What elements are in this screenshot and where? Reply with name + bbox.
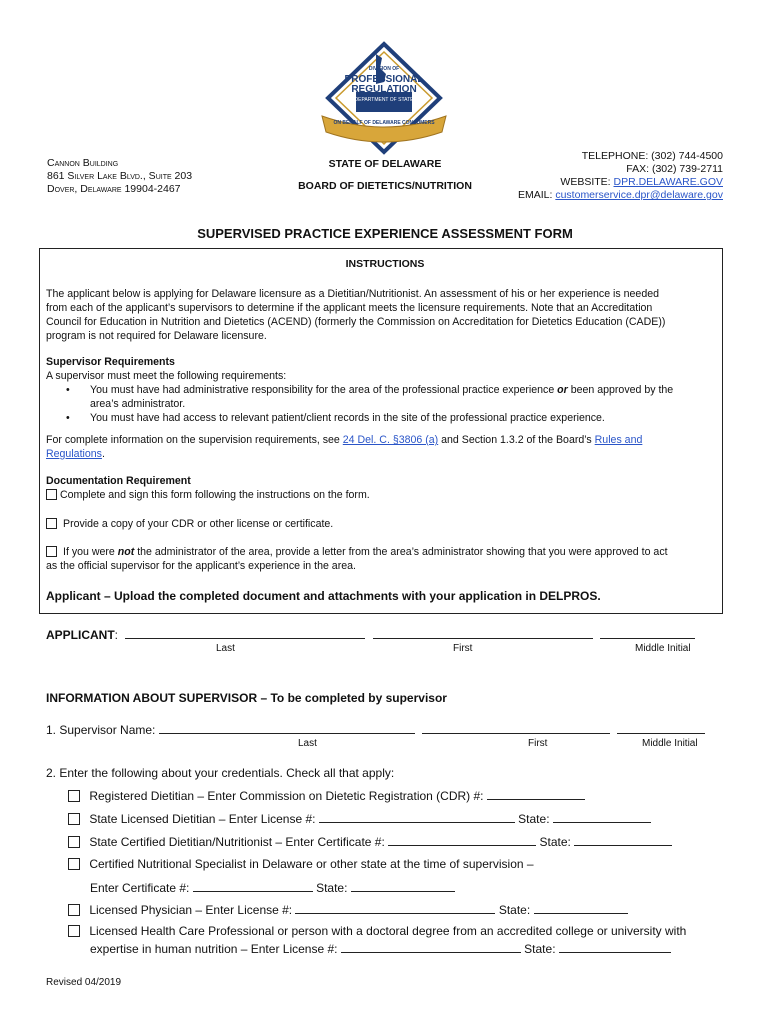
doc3-text-b: the administrator of the area, provide a letter from the area’s administrator showing that you were approved to act xyxy=(134,546,668,558)
email-label: EMAIL: xyxy=(517,189,556,201)
instructions-heading: INSTRUCTIONS xyxy=(345,258,425,270)
supervisor-middle-field[interactable] xyxy=(617,721,705,734)
cred-option-6-cont xyxy=(90,940,671,958)
cdr-number-field[interactable] xyxy=(487,787,585,800)
cred4-cert-label: Enter Certificate #: xyxy=(90,881,190,895)
supervisor-name-row xyxy=(46,721,705,739)
cred5-checkbox[interactable] xyxy=(68,904,80,916)
period: . xyxy=(101,448,105,460)
hcp-state-field[interactable] xyxy=(559,940,671,953)
address-line1: Cannon Building xyxy=(47,157,119,169)
documentation-requirement xyxy=(46,474,726,502)
logo-ribbon: ON BEHALF OF DELAWARE CONSUMERS xyxy=(333,120,435,126)
cred6-checkbox[interactable] xyxy=(68,925,80,937)
applicant-label: APPLICANT xyxy=(46,628,115,642)
supervisor-heading: INFORMATION ABOUT SUPERVISOR – To be completed by supervisor xyxy=(46,691,447,705)
law-link[interactable]: 24 Del. C. §3806 (a) xyxy=(342,434,439,446)
complete-line1 xyxy=(46,433,726,447)
cred6-text-b: expertise in human nutrition – Enter License #: xyxy=(90,942,338,956)
revised-date: Revised 04/2019 xyxy=(46,977,122,988)
doc3-line2: as the official supervisor for the applicant’s experience in the area. xyxy=(46,560,356,572)
cred2-checkbox[interactable] xyxy=(68,813,80,825)
cred-option-4-cont xyxy=(90,879,455,897)
logo-line2: PROFESSIONAL xyxy=(344,74,424,85)
bullet-dot: • xyxy=(66,412,70,424)
applicant-first-label: First xyxy=(453,643,473,654)
doc-item-2 xyxy=(46,517,333,531)
logo-line1: DIVISION OF xyxy=(368,66,400,72)
intro-line1: The applicant below is applying for Delaware licensure as a Dietitian/Nutritionist. An assessment of his or her experience is needed xyxy=(46,288,659,300)
cred1-text: Registered Dietitian – Enter Commission on Dietetic Registration (CDR) #: xyxy=(89,789,484,803)
doc-item-1 xyxy=(46,488,726,502)
complete-text-a: For complete information on the supervision requirements, see xyxy=(46,434,343,446)
intro-line4: program is not required for Delaware licensure. xyxy=(46,330,267,342)
fax: FAX: (302) 739-2711 xyxy=(626,163,723,175)
intro-line2: from each of the applicant’s supervisors to determine if the applicant meets the licensure requirements. Note that an Accreditation xyxy=(46,302,653,314)
q1-label: 1. Supervisor Name: xyxy=(46,723,156,737)
doc2-text: Provide a copy of your CDR or other license or certificate. xyxy=(63,518,334,530)
telephone: TELEPHONE: (302) 744-4500 xyxy=(581,150,723,162)
cred1-checkbox[interactable] xyxy=(68,790,80,802)
cred-option-2 xyxy=(68,810,651,828)
complete-text-b: and Section 1.3.2 of the Board’s xyxy=(438,434,595,446)
cred5-text: Licensed Physician – Enter License #: xyxy=(89,903,293,917)
applicant-colon: : xyxy=(114,628,119,642)
email-row xyxy=(518,189,723,202)
supervisor-first-label: First xyxy=(528,738,548,749)
applicant-middle-field[interactable] xyxy=(600,626,695,639)
website-row xyxy=(518,176,723,189)
state-title: STATE OF DELAWARE xyxy=(328,158,442,170)
hcp-license-field[interactable] xyxy=(341,940,521,953)
doc2-checkbox[interactable] xyxy=(46,518,57,529)
applicant-middle-label: Middle Initial xyxy=(635,643,691,654)
applicant-first-field[interactable] xyxy=(373,626,593,639)
address-block xyxy=(47,157,192,196)
cred6-text: Licensed Health Care Professional or person with a doctoral degree from an accredited college or university with xyxy=(89,924,687,938)
complete-line2 xyxy=(46,447,726,461)
specialist-certificate-field[interactable] xyxy=(193,879,313,892)
rules-link-cont[interactable]: Regulations xyxy=(46,448,102,460)
doc3-not: not xyxy=(117,546,135,558)
intro-line3: Council for Education in Nutrition and Dietetics (ACEND) (formerly the Commission on Accreditation for Dietetics Education (CADE)) xyxy=(46,316,666,328)
doc1-checkbox[interactable] xyxy=(46,489,57,500)
board-title: BOARD OF DIETETICS/NUTRITION xyxy=(298,180,472,192)
specialist-state-field[interactable] xyxy=(351,879,455,892)
doc1-text: Complete and sign this form following the instructions on the form. xyxy=(60,489,370,501)
doc3-line1 xyxy=(46,545,726,559)
supervisor-first-field[interactable] xyxy=(422,721,610,734)
bullet-dot: • xyxy=(66,384,70,396)
bullet1-text-a: You must have had administrative responsibility for the area of the professional practice experience xyxy=(90,384,558,396)
state-label: State: xyxy=(518,812,550,826)
state-label: State: xyxy=(524,942,556,956)
website-label: WEBSITE: xyxy=(560,176,614,188)
logo-line4: DEPARTMENT OF STATE xyxy=(354,97,414,103)
state-label: State: xyxy=(539,835,571,849)
form-title: SUPERVISED PRACTICE EXPERIENCE ASSESSMENT FORM xyxy=(197,226,573,241)
supervisor-last-label: Last xyxy=(298,738,317,749)
logo-line3: REGULATION xyxy=(351,84,417,95)
cred-option-5 xyxy=(68,901,628,919)
physician-license-field[interactable] xyxy=(295,901,495,914)
license-state-field[interactable] xyxy=(553,810,651,823)
instructions-intro xyxy=(46,287,726,343)
bullet-1 xyxy=(46,383,726,397)
complete-info xyxy=(46,433,726,461)
certificate-state-field[interactable] xyxy=(574,833,672,846)
bullet-1-cont: area’s administrator. xyxy=(90,398,186,410)
upload-instruction: Applicant – Upload the completed document and attachments with your application in DELPROS. xyxy=(46,589,601,603)
cred-option-3 xyxy=(68,833,672,851)
supervisor-last-field[interactable] xyxy=(159,721,415,734)
contact-block xyxy=(518,150,723,202)
email-link[interactable]: customerservice.dpr@delaware.gov xyxy=(555,189,723,201)
bullet1-text-b: been approved by the xyxy=(567,384,674,396)
cred-option-4 xyxy=(68,856,534,873)
cred-option-1 xyxy=(68,787,585,805)
doc-item-3 xyxy=(46,545,726,573)
website-link[interactable]: DPR.DELAWARE.GOV xyxy=(613,176,723,188)
address-line3: Dover, Delaware 19904-2467 xyxy=(47,183,181,195)
supervisor-middle-label: Middle Initial xyxy=(642,738,698,749)
cred3-checkbox[interactable] xyxy=(68,836,80,848)
certificate-number-field[interactable] xyxy=(388,833,536,846)
q2-label: 2. Enter the following about your credentials. Check all that apply: xyxy=(46,766,395,780)
doc-heading: Documentation Requirement xyxy=(46,475,191,487)
address-line2: 861 Silver Lake Blvd., Suite 203 xyxy=(47,170,193,182)
sup-req-heading: Supervisor Requirements xyxy=(46,356,175,368)
applicant-row xyxy=(46,626,695,642)
cred4-checkbox[interactable] xyxy=(68,858,80,870)
sup-req-intro: A supervisor must meet the following requirements: xyxy=(46,370,287,382)
supervisor-requirements xyxy=(46,355,726,425)
cred2-text: State Licensed Dietitian – Enter License #: xyxy=(89,812,316,826)
cred-option-6 xyxy=(68,923,686,940)
applicant-last-label: Last xyxy=(216,643,235,654)
doc3-text-a: If you were xyxy=(63,546,118,558)
license-number-field[interactable] xyxy=(319,810,515,823)
applicant-last-field[interactable] xyxy=(125,626,365,639)
doc3-checkbox[interactable] xyxy=(46,546,57,557)
cred3-text: State Certified Dietitian/Nutritionist – Enter Certificate #: xyxy=(89,835,385,849)
dpr-logo xyxy=(316,40,452,156)
rules-link[interactable]: Rules and xyxy=(594,434,643,446)
bullet2-text: You must have had access to relevant patient/client records in the site of the professional practice experience. xyxy=(90,412,605,424)
cred4-text: Certified Nutritional Specialist in Delaware or other state at the time of supervision – xyxy=(89,857,534,871)
physician-state-field[interactable] xyxy=(534,901,628,914)
state-label: State: xyxy=(498,903,531,917)
bullet-2 xyxy=(46,411,726,425)
bullet1-or: or xyxy=(557,384,568,396)
state-label: State: xyxy=(316,881,348,895)
